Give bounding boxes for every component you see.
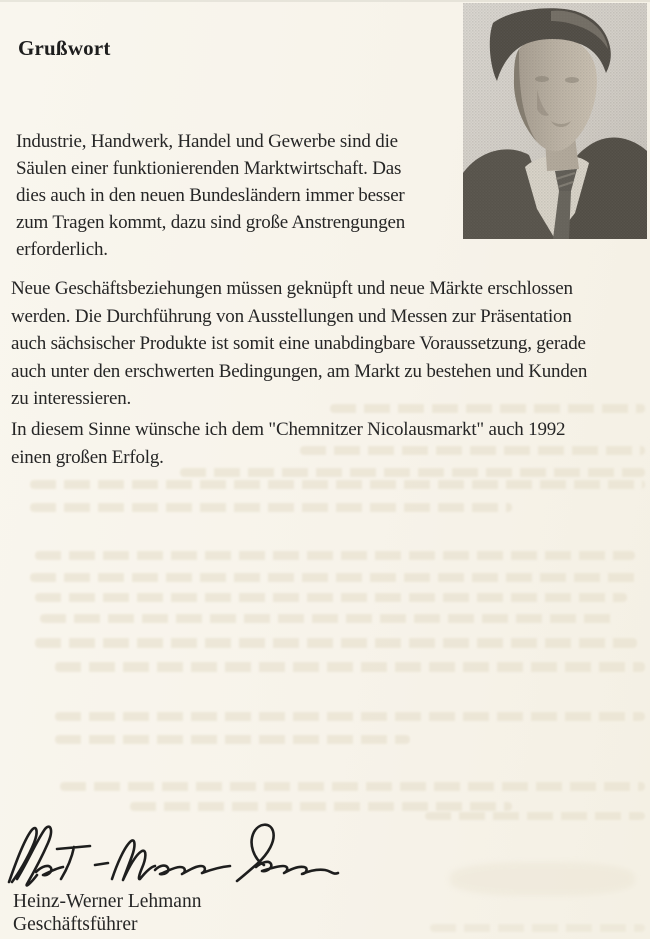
bleedthrough-line: [30, 573, 642, 582]
paragraph-3: [11, 416, 565, 472]
text-line: werden. Die Durchführung von Ausstellungen und Messen zur Präsentation: [11, 305, 572, 327]
text-line: zum Tragen kommt, dazu sind große Anstrengungen: [16, 212, 406, 233]
signatory-name: Heinz-Werner Lehmann: [13, 891, 202, 912]
text-line: In diesem Sinne wünsche ich dem "Chemnitzer Nicolausmarkt" auch 1992: [11, 419, 566, 440]
signatory-title: Geschäftsführer: [13, 914, 138, 935]
text-line: auch sächsischer Produkte ist somit eine unabdingbare Voraussetzung, gerade: [11, 333, 586, 354]
bleedthrough-line: [35, 593, 627, 602]
bleedthrough-line: [35, 551, 635, 560]
bleedthrough-line: [55, 735, 410, 744]
text-line: Säulen einer funktionierenden Marktwirtschaft. Das: [16, 158, 402, 179]
text-line: dies auch in den neuen Bundesländern immer besser: [16, 185, 405, 206]
bleedthrough-line: [40, 614, 618, 623]
portrait-photo-image: [463, 3, 647, 239]
bleedthrough-blob: [450, 862, 635, 896]
bleedthrough-line: [425, 812, 645, 820]
text-line: erforderlich.: [16, 239, 108, 260]
text-line: einen großen Erfolg.: [11, 447, 164, 468]
text-line: Neue Geschäftsbeziehungen müssen geknüpft und neue Märkte erschlossen: [11, 278, 573, 299]
text-line: zu interessieren.: [11, 388, 132, 409]
signature-handwritten: [2, 820, 342, 892]
bleedthrough-line: [30, 503, 512, 512]
bleedthrough-line: [35, 638, 637, 648]
bleedthrough-line: [30, 480, 645, 489]
text-line: Industrie, Handwerk, Handel und Gewerbe sind die: [16, 131, 398, 152]
paragraph-2: [11, 275, 587, 413]
bleedthrough-line: [60, 782, 645, 791]
bleedthrough-line: [430, 924, 645, 932]
bleedthrough-line: [130, 802, 512, 811]
bleedthrough-line: [55, 712, 645, 721]
paragraph-1: [16, 128, 405, 263]
page-title: Grußwort: [18, 36, 111, 60]
bleedthrough-line: [55, 662, 645, 672]
text-line: auch unter den erschwerten Bedingungen, am Markt zu bestehen und Kunden: [11, 360, 588, 382]
portrait-photo: [463, 3, 647, 239]
